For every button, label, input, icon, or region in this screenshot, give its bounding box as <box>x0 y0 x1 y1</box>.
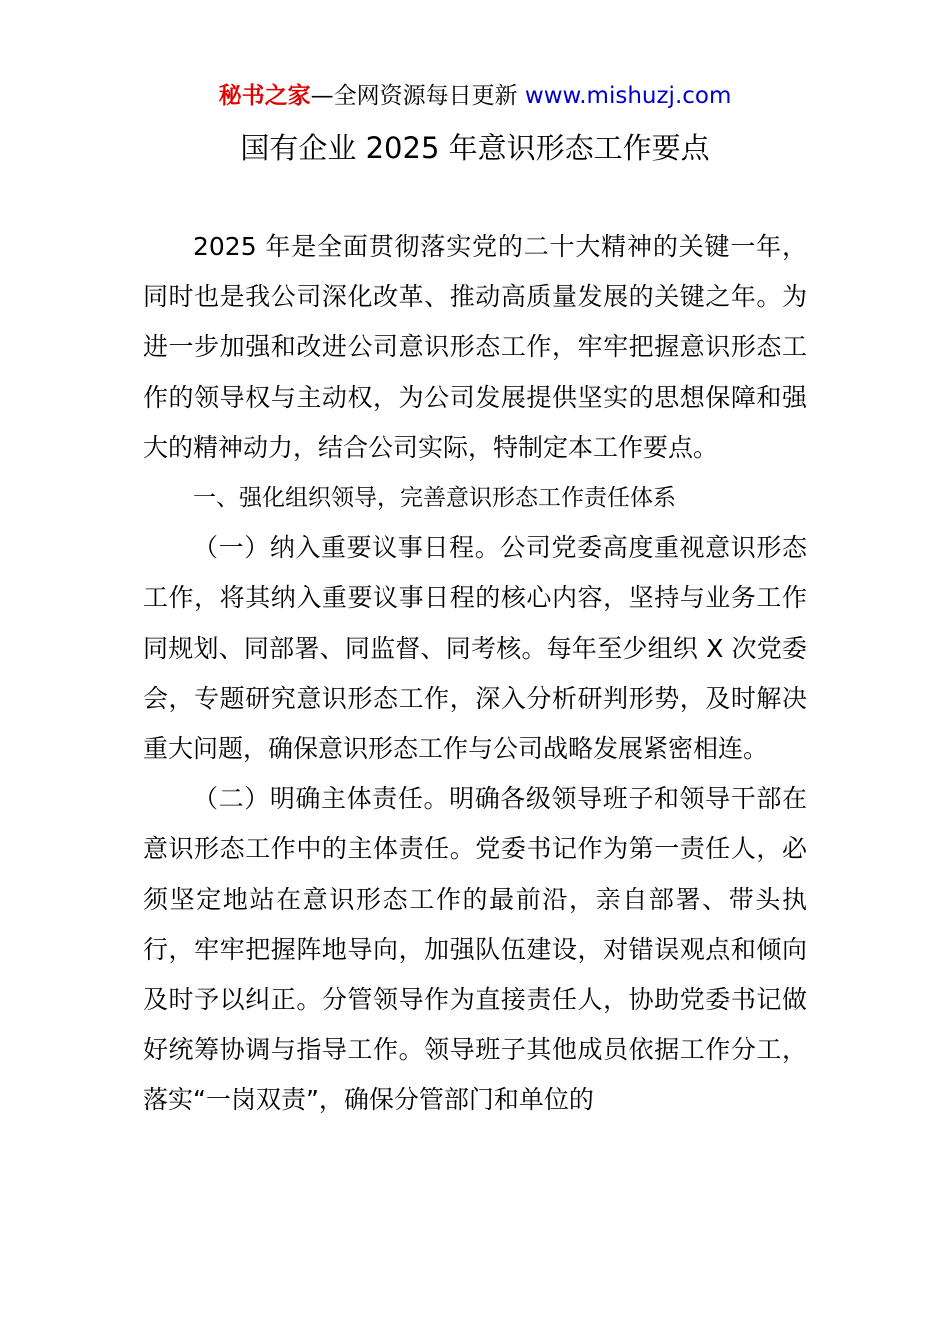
site-header <box>0 80 950 112</box>
item-paragraph-2: （二）明确主体责任。明确各级领导班子和领导干部在意识形态工作中的主体责任。党委书记作为第一责任人，必须坚定地站在意识形态工作的最前沿，亲自部署、带头执行，牢牢把握阵地导向，加强队伍建设，对错误观点和倾向及时予以纠正。分管领导作为直接责任人，协助党委书记做好统筹协调与指导工作。领导班子其他成员依据工作分工，落实“一岗双责”，确保分管部门和单位的 <box>143 784 807 1115</box>
site-url-link[interactable]: www.mishuzj.com <box>524 83 732 109</box>
document-title: 国有企业 2025 年意识形态工作要点 <box>240 131 710 165</box>
item-paragraph-1: （一）纳入重要议事日程。公司党委高度重视意识形态工作，将其纳入重要议事日程的核心内容，坚持与业务工作同规划、同部署、同监督、同考核。每年至少组织 X 次党委会，专题研究意识形态工作，深入分析研判形势，及时解决重大问题，确保意识形态工作与公司战略发展紧密相连。 <box>143 533 807 764</box>
brand-name: 秘书之家 <box>218 83 311 109</box>
section-heading: 一、强化组织领导，完善意识形态工作责任体系 <box>193 485 676 512</box>
intro-paragraph: 2025 年是全面贯彻落实党的二十大精神的关键一年，同时也是我公司深化改革、推动高质量发展的关键之年。为进一步加强和改进公司意识形态工作，牢牢把握意识形态工作的领导权与主动权，为公司发展提供坚实的思想保障和强大的精神动力，结合公司实际，特制定本工作要点。 <box>143 232 807 462</box>
header-tagline: —全网资源每日更新 <box>310 83 518 109</box>
document-body <box>143 222 807 1126</box>
